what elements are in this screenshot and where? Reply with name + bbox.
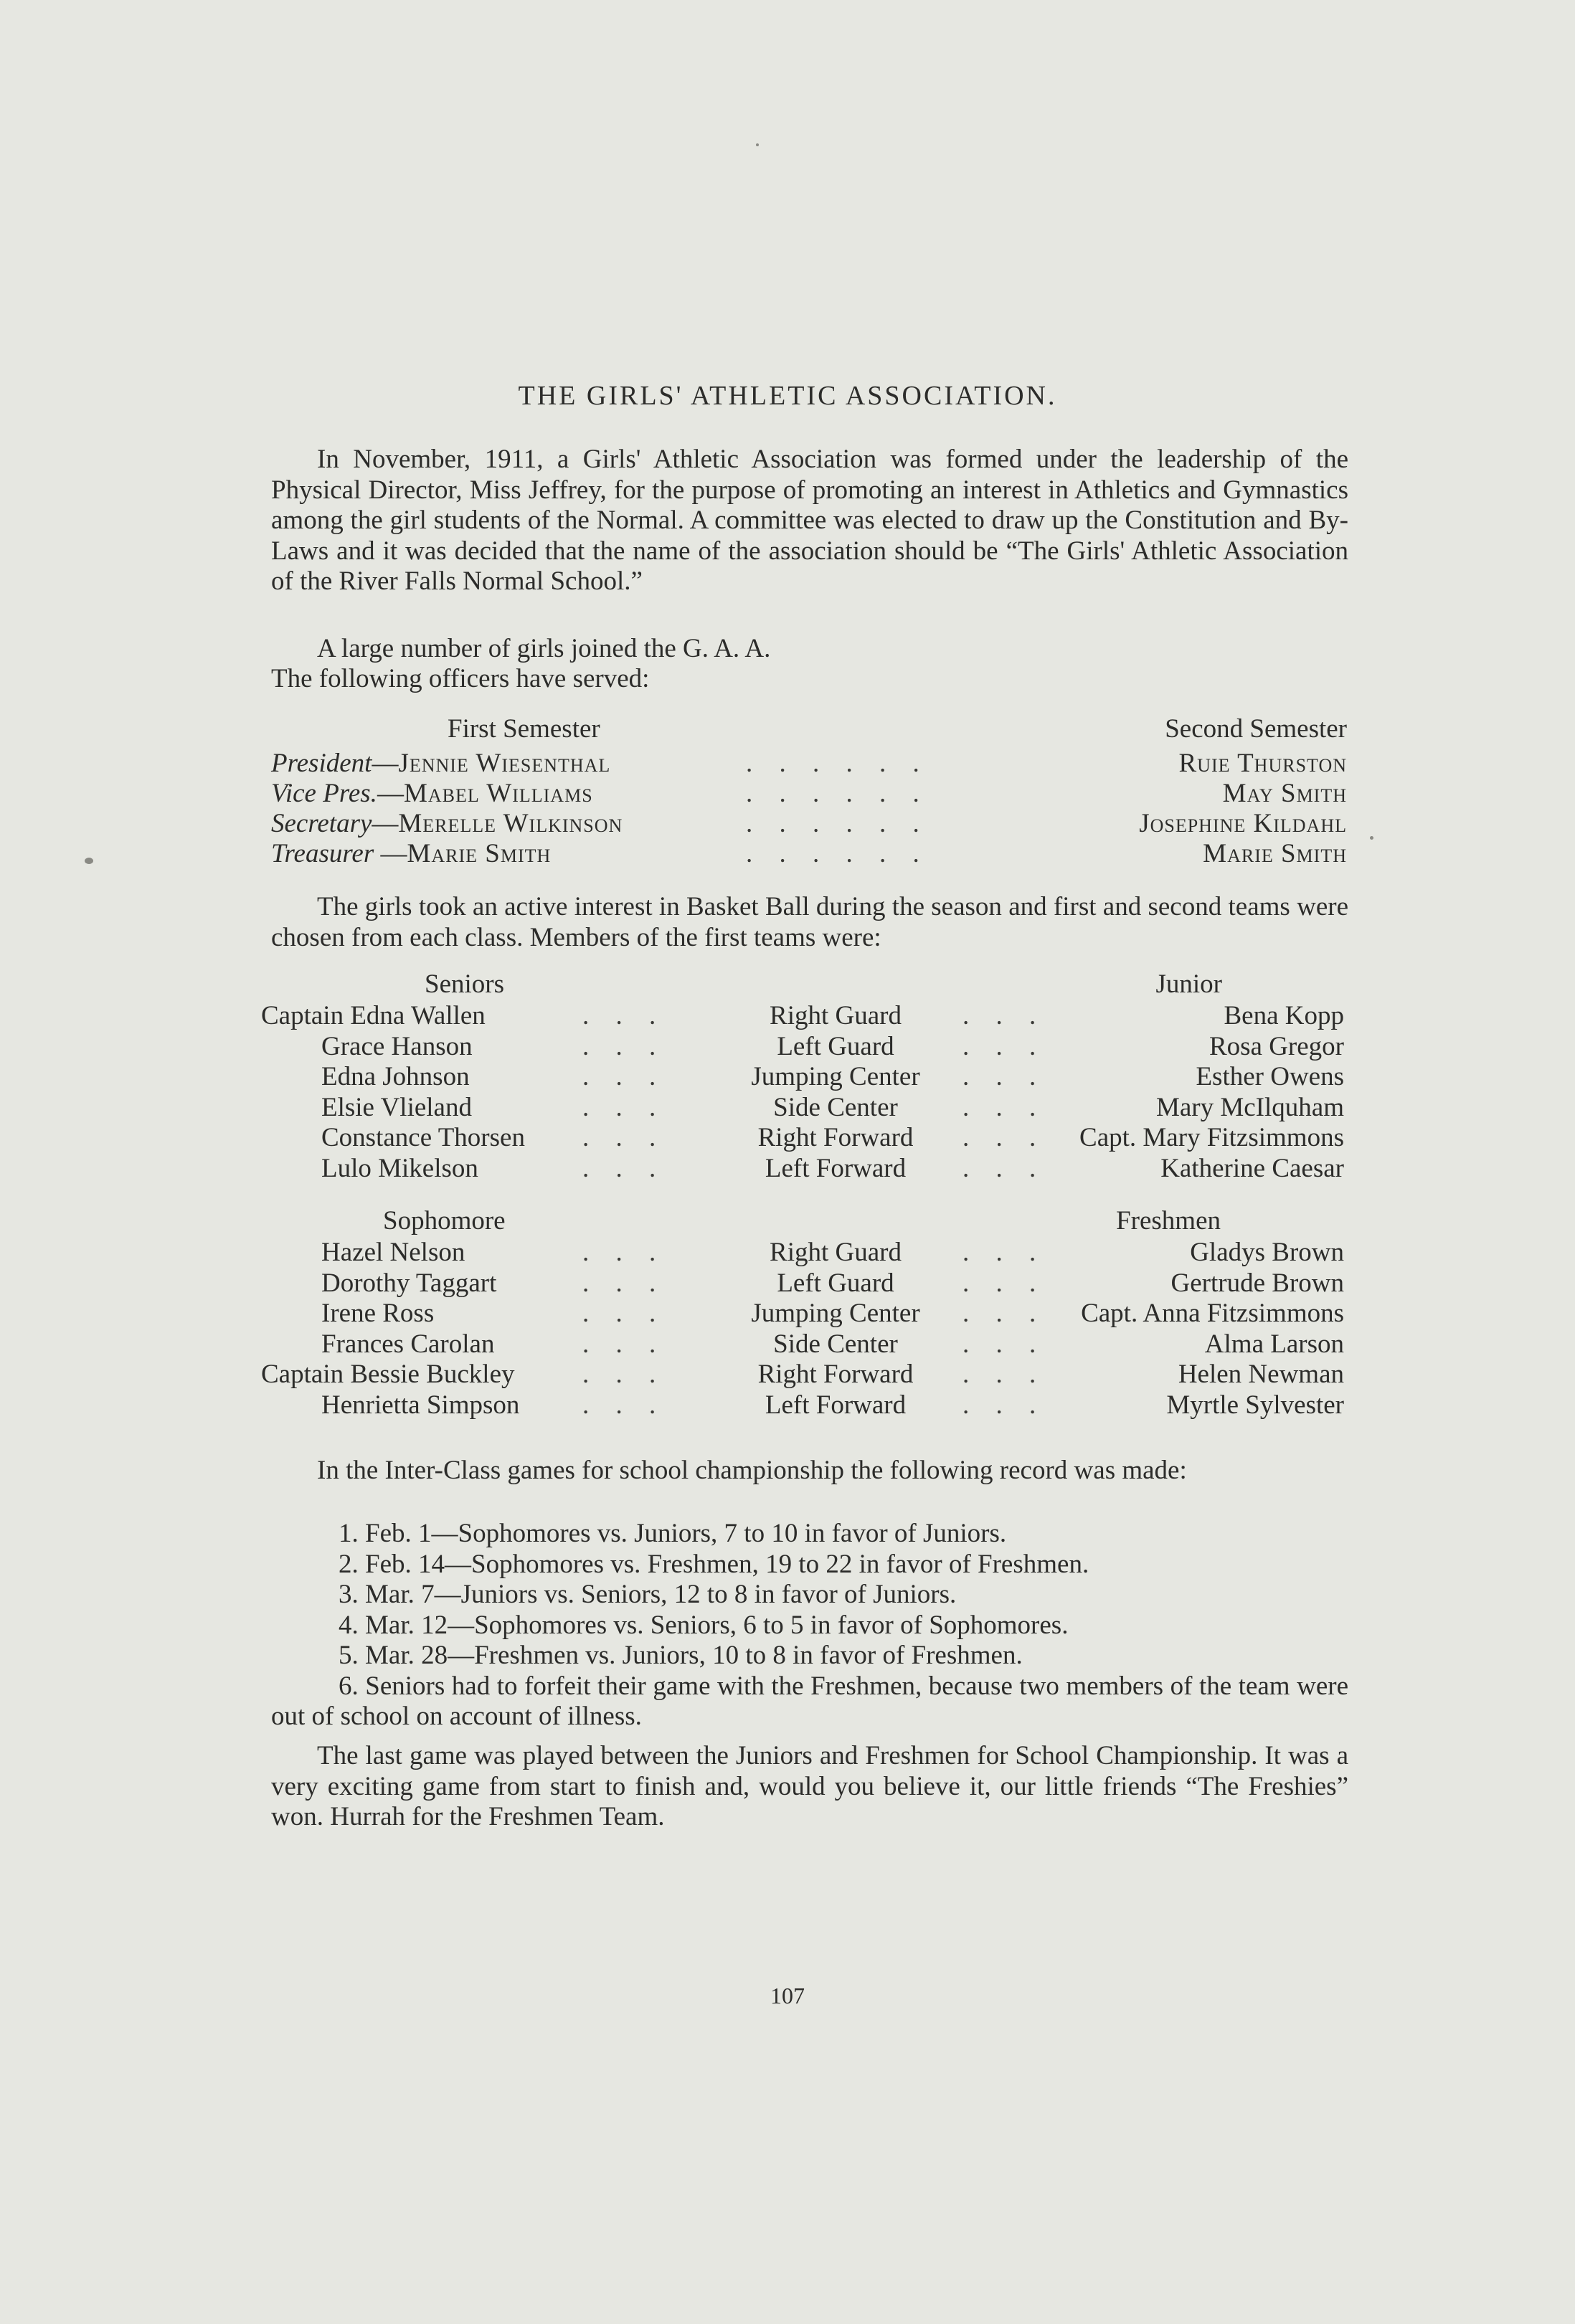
leader-dots: . . . . . . bbox=[746, 809, 930, 838]
team-class-right: Junior bbox=[1155, 969, 1222, 999]
officer-title: Secretary bbox=[271, 809, 372, 838]
officers-intro: The following officers have served: bbox=[271, 664, 650, 693]
officer-row bbox=[271, 749, 610, 779]
second-semester-heading: Second Semester bbox=[1165, 714, 1347, 744]
leader-dots: . . . . . . bbox=[746, 779, 930, 808]
game-result: 6. Seniors had to forfeit their game with the Freshmen, because two members of the team were out of school on account of illness. bbox=[271, 1671, 1348, 1731]
leader-dots: . . . bbox=[582, 1153, 666, 1183]
officer-first-semester: Marie Smith bbox=[407, 839, 552, 868]
officer-row bbox=[271, 839, 551, 869]
team-class-right: Freshmen bbox=[1116, 1206, 1221, 1235]
player-left: Elsie Vlieland bbox=[321, 1092, 472, 1122]
page-number: 107 bbox=[770, 1983, 805, 2008]
player-position: Right Guard bbox=[770, 1238, 902, 1267]
officer-dash: — bbox=[374, 839, 407, 868]
team-class-left: Seniors bbox=[425, 969, 504, 999]
officer-second-semester: May Smith bbox=[1222, 779, 1347, 808]
player-right: Gladys Brown bbox=[1190, 1238, 1344, 1267]
officer-title: Treasurer bbox=[271, 839, 374, 868]
first-semester-heading: First Semester bbox=[448, 714, 600, 744]
player-left: Henrietta Simpson bbox=[321, 1390, 520, 1420]
ink-speck bbox=[1370, 836, 1373, 840]
leader-dots: . . . bbox=[962, 1390, 1046, 1420]
leader-dots: . . . bbox=[582, 1299, 666, 1328]
player-right: Capt. Anna Fitzsimmons bbox=[1081, 1299, 1344, 1328]
basketball-text: The girls took an active interest in Basket Ball during the season and first and second teams were chosen from each class. Members of the first teams were: bbox=[271, 892, 1348, 952]
player-left: Grace Hanson bbox=[321, 1031, 473, 1061]
officer-row bbox=[271, 779, 593, 809]
leader-dots: . . . bbox=[582, 1123, 666, 1152]
player-right: Esther Owens bbox=[1196, 1062, 1344, 1091]
page-title: THE GIRLS' ATHLETIC ASSOCIATION. bbox=[518, 381, 1057, 411]
player-right: Katherine Caesar bbox=[1160, 1153, 1344, 1183]
leader-dots: . . . bbox=[962, 1001, 1046, 1030]
player-right: Gertrude Brown bbox=[1170, 1268, 1344, 1298]
closing-text: The last game was played between the Juniors and Freshmen for School Championship. It was a very exciting game from start to finish and, would you believe it, our little friends “The Freshies” won. Hurrah for the Freshmen Team. bbox=[271, 1741, 1348, 1831]
officer-dash: — bbox=[372, 809, 399, 838]
player-position: Left Guard bbox=[777, 1031, 894, 1061]
basketball-paragraph bbox=[271, 892, 1348, 953]
leader-dots: . . . . . . bbox=[746, 839, 930, 868]
leader-dots: . . . bbox=[582, 1268, 666, 1298]
officer-title: Vice Pres. bbox=[271, 779, 377, 808]
officer-dash: — bbox=[377, 779, 404, 808]
leader-dots: . . . bbox=[582, 1092, 666, 1122]
officer-first-semester: Merelle Wilkinson bbox=[398, 809, 623, 838]
officer-first-semester: Mabel Williams bbox=[403, 779, 593, 808]
leader-dots: . . . bbox=[582, 1001, 666, 1030]
player-right: Bena Kopp bbox=[1224, 1001, 1344, 1030]
game-result: 5. Mar. 28—Freshmen vs. Juniors, 10 to 8 in favor of Freshmen. bbox=[339, 1641, 1023, 1670]
intro-paragraph bbox=[271, 445, 1348, 597]
leader-dots: . . . bbox=[582, 1062, 666, 1091]
officer-dash: — bbox=[372, 749, 399, 778]
leader-dots: . . . bbox=[962, 1360, 1046, 1389]
officer-second-semester: Marie Smith bbox=[1203, 839, 1347, 868]
player-right: Capt. Mary Fitzsimmons bbox=[1079, 1123, 1344, 1152]
player-position: Side Center bbox=[773, 1092, 898, 1122]
player-left: Edna Johnson bbox=[321, 1062, 470, 1091]
player-position: Right Guard bbox=[770, 1001, 902, 1030]
officer-second-semester: Josephine Kildahl bbox=[1139, 809, 1347, 838]
leader-dots: . . . bbox=[962, 1238, 1046, 1267]
player-left: Constance Thorsen bbox=[321, 1123, 525, 1152]
leader-dots: . . . bbox=[962, 1329, 1046, 1359]
ink-speck bbox=[756, 143, 759, 146]
player-right: Helen Newman bbox=[1178, 1360, 1344, 1389]
game-result: 4. Mar. 12—Sophomores vs. Seniors, 6 to 5 in favor of Sophomores. bbox=[339, 1610, 1069, 1640]
player-left: Irene Ross bbox=[321, 1299, 435, 1328]
player-position: Side Center bbox=[773, 1329, 898, 1359]
game-result: 2. Feb. 14—Sophomores vs. Freshmen, 19 to 22 in favor of Freshmen. bbox=[339, 1549, 1089, 1579]
team-class-left: Sophomore bbox=[383, 1206, 506, 1235]
game-result: 3. Mar. 7—Juniors vs. Seniors, 12 to 8 in favor of Juniors. bbox=[339, 1580, 957, 1609]
closing-paragraph bbox=[271, 1741, 1348, 1833]
player-left: Frances Carolan bbox=[321, 1329, 495, 1359]
leader-dots: . . . . . . bbox=[746, 749, 930, 778]
officer-row bbox=[271, 809, 623, 839]
officer-first-semester: Jennie Wiesenthal bbox=[398, 749, 611, 778]
player-left: Hazel Nelson bbox=[321, 1238, 465, 1267]
games-intro-paragraph bbox=[271, 1456, 1348, 1486]
games-intro-text: In the Inter-Class games for school championship the following record was made: bbox=[317, 1456, 1187, 1485]
leader-dots: . . . bbox=[582, 1360, 666, 1389]
leader-dots: . . . bbox=[962, 1062, 1046, 1091]
player-position: Right Forward bbox=[757, 1360, 914, 1389]
leader-dots: . . . bbox=[962, 1092, 1046, 1122]
ink-speck bbox=[85, 858, 93, 864]
leader-dots: . . . bbox=[582, 1390, 666, 1420]
leader-dots: . . . bbox=[582, 1238, 666, 1267]
player-right: Alma Larson bbox=[1204, 1329, 1344, 1359]
leader-dots: . . . bbox=[962, 1268, 1046, 1298]
leader-dots: . . . bbox=[962, 1153, 1046, 1183]
player-position: Left Forward bbox=[765, 1153, 907, 1183]
leader-dots: . . . bbox=[962, 1123, 1046, 1152]
player-left: Captain Edna Wallen bbox=[261, 1001, 486, 1030]
game-result: 1. Feb. 1—Sophomores vs. Juniors, 7 to 10 in favor of Juniors. bbox=[339, 1519, 1007, 1548]
player-position: Left Forward bbox=[765, 1390, 907, 1420]
leader-dots: . . . bbox=[962, 1031, 1046, 1061]
intro-text: In November, 1911, a Girls' Athletic Association was formed under the leadership of the Physical Director, Miss Jeffrey, for the purpose of promoting an interest in Athletics and Gymnastics among the girl students of the Normal. A committee was elected to draw up the Constitution and By-Laws and it was decided that the name of the association should be “The Girls' Athletic Association of the River Falls Normal School.” bbox=[271, 445, 1348, 596]
player-position: Left Guard bbox=[777, 1268, 894, 1298]
leader-dots: . . . bbox=[582, 1329, 666, 1359]
player-right: Mary McIlquham bbox=[1155, 1092, 1344, 1122]
player-left: Lulo Mikelson bbox=[321, 1153, 478, 1183]
player-position: Jumping Center bbox=[751, 1299, 920, 1328]
player-position: Jumping Center bbox=[751, 1062, 920, 1091]
player-right: Rosa Gregor bbox=[1209, 1031, 1344, 1061]
player-right: Myrtle Sylvester bbox=[1166, 1390, 1344, 1420]
leader-dots: . . . bbox=[582, 1031, 666, 1061]
player-position: Right Forward bbox=[757, 1123, 914, 1152]
leader-dots: . . . bbox=[962, 1299, 1046, 1328]
officer-second-semester: Ruie Thurston bbox=[1178, 749, 1347, 778]
player-left: Dorothy Taggart bbox=[321, 1268, 497, 1298]
joined-text: A large number of girls joined the G. A. A. bbox=[317, 634, 771, 663]
officer-title: President bbox=[271, 749, 372, 778]
player-left: Captain Bessie Buckley bbox=[261, 1360, 515, 1389]
